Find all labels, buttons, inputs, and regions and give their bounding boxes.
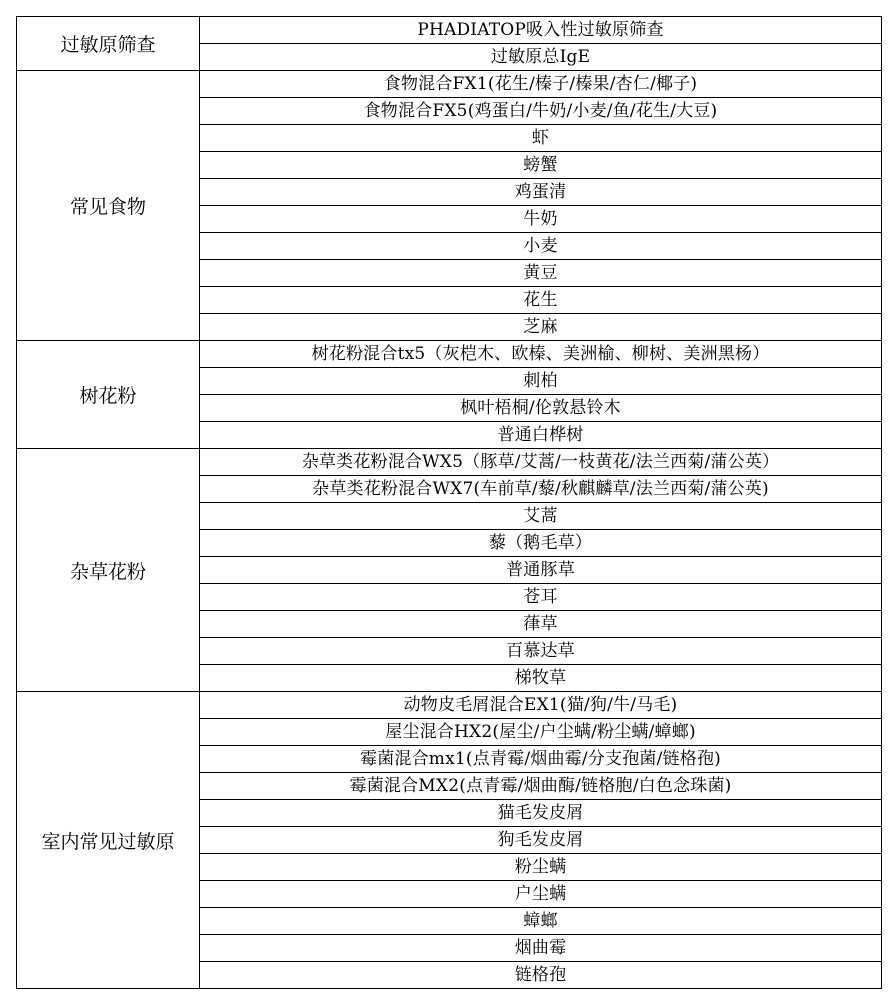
allergen-item-cell: 树花粉混合tx5（灰桤木、欧榛、美洲榆、柳树、美洲黑杨） [200, 341, 882, 368]
allergen-item-cell: 猫毛发皮屑 [200, 800, 882, 827]
allergen-item-cell: 艾蒿 [200, 503, 882, 530]
allergen-item-cell: 霉菌混合MX2(点青霉/烟曲酶/链格胞/白色念珠菌) [200, 773, 882, 800]
allergen-item-cell: 小麦 [200, 233, 882, 260]
allergen-item-cell: 鸡蛋清 [200, 179, 882, 206]
allergen-item-cell: 动物皮毛屑混合EX1(猫/狗/牛/马毛) [200, 692, 882, 719]
allergen-item-cell: 虾 [200, 125, 882, 152]
allergen-item-cell: 食物混合FX5(鸡蛋白/牛奶/小麦/鱼/花生/大豆) [200, 98, 882, 125]
allergen-item-cell: 粉尘螨 [200, 854, 882, 881]
allergen-item-cell: 过敏原总IgE [200, 44, 882, 71]
allergen-item-cell: 花生 [200, 287, 882, 314]
allergen-item-cell: 枫叶梧桐/伦敦悬铃木 [200, 395, 882, 422]
table-row [17, 692, 882, 719]
allergen-item-cell: 螃蟹 [200, 152, 882, 179]
allergen-item-cell: 黄豆 [200, 260, 882, 287]
allergen-item-cell: 刺柏 [200, 368, 882, 395]
category-cell: 树花粉 [17, 341, 200, 449]
allergen-item-cell: 杂草类花粉混合WX7(车前草/藜/秋麒麟草/法兰西菊/蒲公英) [200, 476, 882, 503]
allergen-item-cell: 链格孢 [200, 962, 882, 989]
category-cell: 常见食物 [17, 71, 200, 341]
table-row [17, 341, 882, 368]
allergen-item-cell: 户尘螨 [200, 881, 882, 908]
allergen-table [16, 16, 882, 989]
allergen-item-cell: 食物混合FX1(花生/榛子/榛果/杏仁/椰子) [200, 71, 882, 98]
allergen-item-cell: 杂草类花粉混合WX5（豚草/艾蒿/一枝黄花/法兰西菊/蒲公英） [200, 449, 882, 476]
allergen-item-cell: 梯牧草 [200, 665, 882, 692]
allergen-item-cell: 屋尘混合HX2(屋尘/户尘螨/粉尘螨/蟑螂) [200, 719, 882, 746]
allergen-item-cell: 藜（鹅毛草） [200, 530, 882, 557]
allergen-item-cell: 芝麻 [200, 314, 882, 341]
table-row [17, 71, 882, 98]
allergen-item-cell: 霉菌混合mx1(点青霉/烟曲霉/分支孢菌/链格孢) [200, 746, 882, 773]
allergen-item-cell: 蟑螂 [200, 908, 882, 935]
allergen-item-cell: 苍耳 [200, 584, 882, 611]
category-cell: 过敏原筛查 [17, 17, 200, 71]
allergen-item-cell: 百慕达草 [200, 638, 882, 665]
allergen-item-cell: 普通白桦树 [200, 422, 882, 449]
allergen-item-cell: 普通豚草 [200, 557, 882, 584]
allergen-item-cell: PHADIATOP吸入性过敏原筛查 [200, 17, 882, 44]
allergen-item-cell: 烟曲霉 [200, 935, 882, 962]
table-row [17, 17, 882, 44]
allergen-item-cell: 狗毛发皮屑 [200, 827, 882, 854]
category-cell: 杂草花粉 [17, 449, 200, 692]
allergen-item-cell: 葎草 [200, 611, 882, 638]
category-cell: 室内常见过敏原 [17, 692, 200, 989]
allergen-item-cell: 牛奶 [200, 206, 882, 233]
table-body [17, 17, 882, 989]
table-row [17, 449, 882, 476]
